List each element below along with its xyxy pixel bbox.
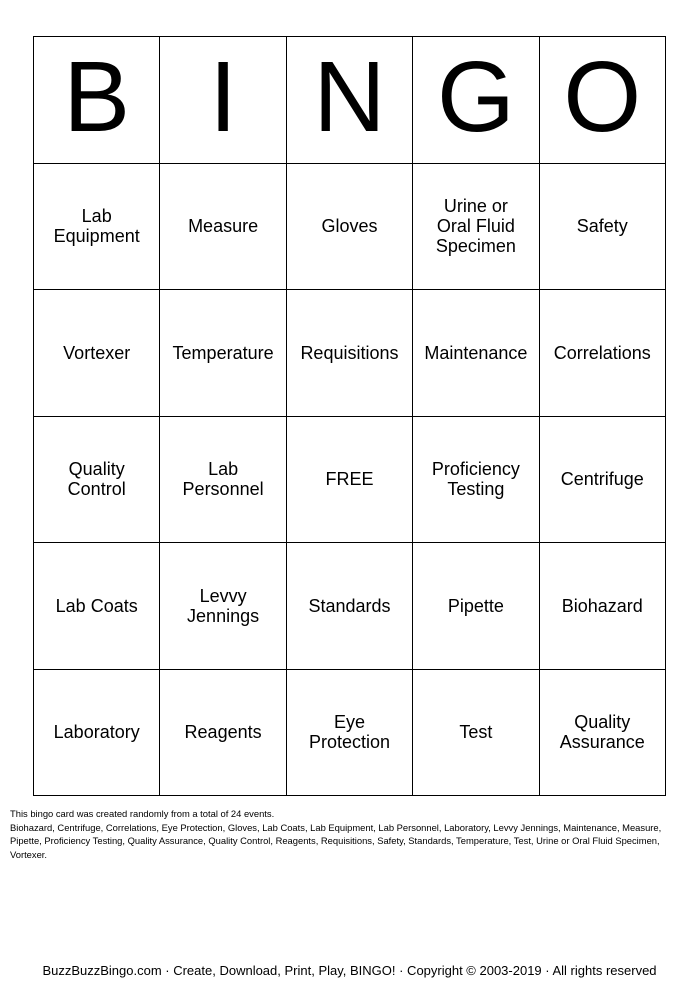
- bingo-cell: Urine or Oral Fluid Specimen: [413, 163, 539, 290]
- bingo-row: [34, 416, 666, 543]
- bingo-row: [34, 163, 666, 290]
- bingo-header-row: [34, 37, 666, 164]
- bingo-cell: Correlations: [539, 290, 665, 417]
- bingo-cell: Measure: [160, 163, 286, 290]
- bingo-cell: Maintenance: [413, 290, 539, 417]
- bingo-row: [34, 543, 666, 670]
- bingo-cell: Quality Assurance: [539, 669, 665, 796]
- bingo-cell: Gloves: [286, 163, 412, 290]
- bingo-header-letter: B: [34, 37, 160, 164]
- bingo-cell: Temperature: [160, 290, 286, 417]
- bingo-header-letter: N: [286, 37, 412, 164]
- bingo-cell: Levvy Jennings: [160, 543, 286, 670]
- bingo-cell: Requisitions: [286, 290, 412, 417]
- bingo-cell: Proficiency Testing: [413, 416, 539, 543]
- bingo-header-letter: G: [413, 37, 539, 164]
- card-notes: [10, 807, 690, 861]
- bingo-cell: Lab Coats: [34, 543, 160, 670]
- bingo-cell: Pipette: [413, 543, 539, 670]
- bingo-cell: Vortexer: [34, 290, 160, 417]
- bingo-header-letter: I: [160, 37, 286, 164]
- bingo-header-letter: O: [539, 37, 665, 164]
- card-notes-events: Biohazard, Centrifuge, Correlations, Eye Protection, Gloves, Lab Coats, Lab Equipment, Lab Personnel, Laboratory, Levvy Jennings, Maintenance, Measure, Pipette, Proficiency Testing, Quality Assurance, Quality Control, Reagents, Requisitions, Safety, Standards, Temperature, Test, Urine or Oral Fluid Specimen, Vortexer.: [10, 821, 662, 860]
- bingo-cell: Safety: [539, 163, 665, 290]
- bingo-cell: Laboratory: [34, 669, 160, 796]
- bingo-cell: Test: [413, 669, 539, 796]
- bingo-cell: Quality Control: [34, 416, 160, 543]
- card-notes-intro: This bingo card was created randomly from a total of 24 events.: [10, 808, 275, 819]
- bingo-cell: Lab Personnel: [160, 416, 286, 543]
- bingo-card: [33, 36, 666, 796]
- bingo-cell: Reagents: [160, 669, 286, 796]
- bingo-cell: Biohazard: [539, 543, 665, 670]
- bingo-cell: Lab Equipment: [34, 163, 160, 290]
- bingo-cell: Standards: [286, 543, 412, 670]
- bingo-cell: Eye Protection: [286, 669, 412, 796]
- bingo-row: [34, 290, 666, 417]
- bingo-free-cell: FREE: [286, 416, 412, 543]
- bingo-cell: Centrifuge: [539, 416, 665, 543]
- page-footer: BuzzBuzzBingo.com · Create, Download, Print, Play, BINGO! · Copyright © 2003-2019 · All rights reserved: [42, 963, 657, 978]
- bingo-row: [34, 669, 666, 796]
